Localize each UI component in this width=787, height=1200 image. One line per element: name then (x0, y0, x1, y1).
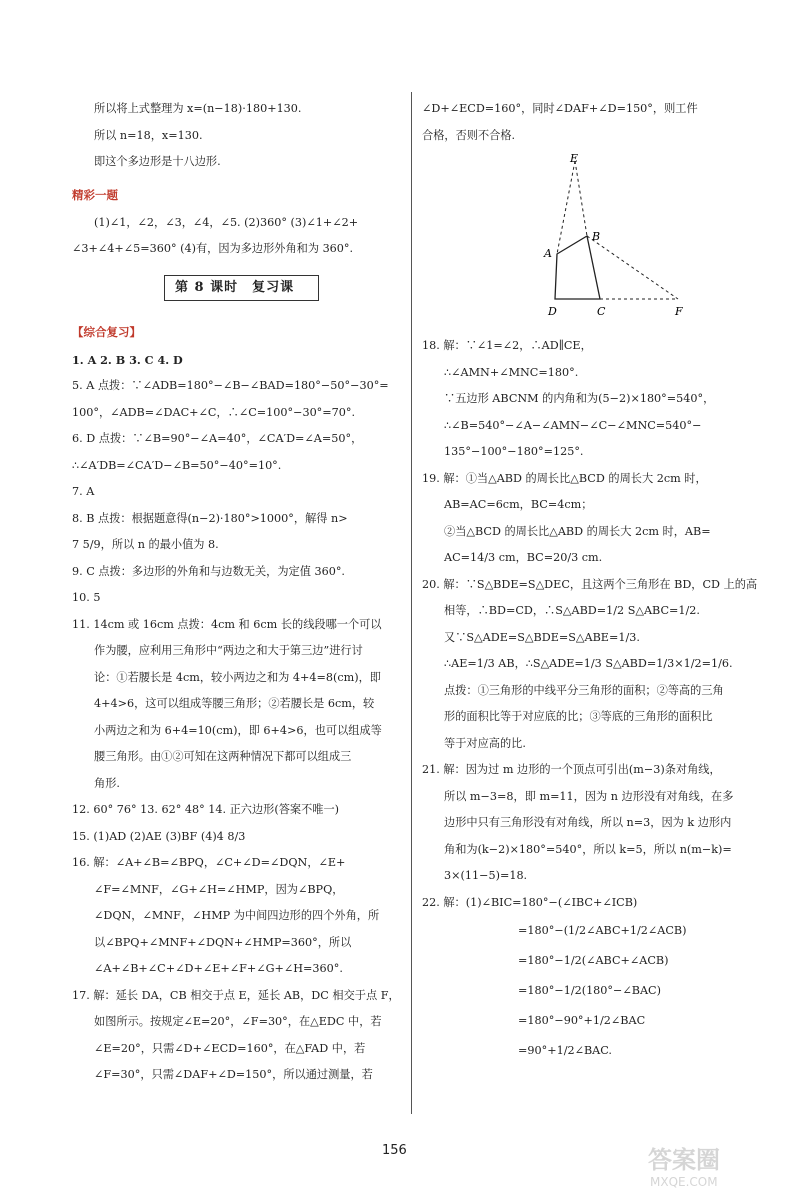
answer-line: 6. D 点拨：∵∠B=90°−∠A=40°，∠CA′D=∠A=50°， (72, 432, 363, 445)
quadrilateral-ABCD (555, 236, 600, 299)
answer-line: ∵五边形 ABCNM 的内角和为(5−2)×180°=540°， (444, 392, 715, 405)
answer-line: 7. A (72, 485, 95, 498)
dashed-line-BF (587, 236, 678, 299)
answer-line: 10. 5 (72, 591, 101, 604)
answer-line: 12. 60° 76° 13. 62° 48° 14. 正六边形(答案不唯一) (72, 803, 340, 816)
label-E: E (570, 153, 579, 165)
svg-text:答案圈: 答案圈 (648, 1146, 720, 1174)
text-line: (1)∠1，∠2，∠3，∠4，∠5. (2)360° (3)∠1+∠2+ (94, 215, 359, 229)
lesson-title (164, 275, 319, 301)
answer-line: ∠A+∠B+∠C+∠D+∠E+∠F+∠G+∠H=360°. (94, 962, 343, 975)
answer-line: 作为腰，应利用三角形中“两边之和大于第三边”进行讨 (94, 644, 363, 657)
answer-line: =90°+1/2∠BAC. (518, 1044, 612, 1057)
answer-line: 以∠BPQ+∠MNF+∠DQN+∠HMP=360°，所以 (94, 935, 352, 949)
text-line: 合格，否则不合格. (422, 128, 516, 142)
dashed-line-EA (557, 161, 575, 254)
label-C: C (597, 305, 606, 318)
label-A: A (544, 247, 552, 260)
answer-line: 4+4>6，这可以组成等腰三角形；②若腰长是 6cm，较 (94, 697, 375, 710)
answer-line: 又∵S△ADE=S△BDE=S△ABE=1/3. (444, 630, 640, 644)
answer-line: ∠E=20°，只需∠D+∠ECD=160°，在△FAD 中，若 (94, 1041, 366, 1055)
left-column (72, 96, 410, 1089)
answer-line: 15. (1)AD (2)AE (3)BF (4)4 8/3 (72, 829, 246, 843)
watermark-logo (646, 1140, 770, 1190)
section-heading-zonghe: 【综合复习】 (72, 324, 141, 339)
answer-line: 边形中只有三角形没有对角线，所以 n=3，因为 k 边形内 (444, 816, 732, 829)
answer-line: 点拨：①三角形的中线平分三角形的面积；②等高的三角 (444, 683, 724, 697)
answer-line: ②当△BCD 的周长比△ABD 的周长大 2cm 时，AB= (444, 524, 711, 538)
answer-line: ∴∠B=540°−∠A−∠AMN−∠C−∠MNC=540°− (444, 418, 702, 432)
answer-line: 所以 m−3=8，即 m=11，因为 n 边形没有对角线，在多 (444, 789, 734, 803)
answer-line: 19. 解：①当△ABD 的周长比△BCD 的周长大 2cm 时， (422, 471, 707, 485)
text-line: ∠3+∠4+∠5=360° (4)有，因为多边形外角和为 360°. (72, 242, 354, 255)
answer-line: 9. C 点拨：多边形的外角和与边数无关，为定值 360°. (72, 564, 345, 578)
label-B: B (592, 230, 601, 243)
answer-line: ∠DQN，∠MNF，∠HMP 为中间四边形的四个外角，所 (94, 909, 380, 922)
geometry-figure (442, 153, 702, 323)
answer-line: 角形. (94, 776, 120, 790)
answer-line: 论：①若腰长是 4cm，较小两边之和为 4+4=8(cm)，即 (94, 670, 381, 684)
lesson-number: 第 8 课时 (175, 279, 239, 295)
answer-line: ∠F=∠MNF，∠G+∠H=∠HMP，因为∠BPQ， (94, 882, 344, 896)
column-divider (411, 92, 412, 1114)
answer-line: ∴∠A′DB=∠CA′D−∠B=50°−40°=10°. (72, 458, 282, 472)
answer-line: 18. 解：∵∠1=∠2，∴AD∥CE， (422, 339, 592, 352)
answer-line: ∴∠AMN+∠MNC=180°. (444, 365, 579, 379)
section-heading-jingxing: 精彩一题 (72, 187, 118, 202)
answer-line: 角和为(k−2)×180°=540°，所以 k=5，所以 n(m−k)= (444, 842, 732, 856)
answer-line: 5. A 点拨：∵∠ADB=180°−∠B−∠BAD=180°−50°−30°= (72, 379, 389, 392)
page-number: 156 (382, 1143, 407, 1158)
answer-line: 21. 解：因为过 m 边形的一个顶点可引出(m−3)条对角线， (422, 763, 721, 776)
answer-line: 如图所示。按规定∠E=20°，∠F=30°，在△EDC 中，若 (94, 1015, 382, 1028)
answer-line: AB=AC=6cm，BC=4cm； (444, 498, 593, 511)
answer-line: AC=14/3 cm，BC=20/3 cm. (444, 551, 603, 564)
answer-line: 11. 14cm 或 16cm 点拨：4cm 和 6cm 长的线段哪一个可以 (72, 617, 382, 631)
answer-line: ∴AE=1/3 AB，∴S△ADE=1/3 S△ABD=1/3×1/2=1/6. (444, 657, 733, 670)
answer-line: ∠F=30°，只需∠DAF+∠D=150°，所以通过测量，若 (94, 1068, 373, 1081)
answer-line: =180°−1/2(∠ABC+∠ACB) (518, 954, 669, 967)
answer-line: 135°−100°−180°=125°. (444, 445, 584, 458)
answer-line: =180°−1/2(180°−∠BAC) (518, 984, 661, 997)
answer-line: 17. 解：延长 DA，CB 相交于点 E，延长 AB，DC 相交于点 F， (72, 988, 400, 1002)
answer-line: =180°−(1/2∠ABC+1/2∠ACB) (518, 924, 687, 937)
answer-line: 3×(11−5)=18. (444, 869, 528, 882)
text-line: 所以 n=18，x=130. (94, 128, 203, 142)
text-line: ∠D+∠ECD=160°，同时∠DAF+∠D=150°，则工件 (422, 102, 698, 115)
answer-line: 22. 解：(1)∠BIC=180°−(∠IBC+∠ICB) (422, 895, 638, 909)
answer-line: =180°−90°+1/2∠BAC (518, 1014, 646, 1027)
answer-line: 16. 解：∠A+∠B=∠BPQ，∠C+∠D=∠DQN，∠E+ (72, 856, 346, 869)
answer-line: 等于对应高的比. (444, 736, 526, 750)
answer-line: 1. A 2. B 3. C 4. D (72, 352, 183, 367)
label-F: F (675, 305, 683, 318)
right-column (422, 96, 774, 1066)
label-D: D (548, 305, 557, 318)
lesson-name: 复习课 (252, 279, 295, 295)
text-line: 所以将上式整理为 x=(n−18)·180+130. (94, 102, 302, 115)
svg-text:MXQE.COM: MXQE.COM (650, 1175, 718, 1189)
text-line: 即这个多边形是十八边形. (94, 155, 221, 168)
dashed-line-EB (575, 161, 587, 236)
answer-line: 20. 解：∵S△BDE=S△DEC，且这两个三角形在 BD，CD 上的高 (422, 577, 758, 591)
answer-line: 形的面积比等于对应底的比；③等底的三角形的面积比 (444, 710, 713, 723)
answer-line: 腰三角形。由①②可知在这两种情况下都可以组成三 (94, 750, 352, 763)
answer-line: 100°，∠ADB=∠DAC+∠C，∴∠C=100°−30°=70°. (72, 405, 356, 419)
answer-line: 8. B 点拨：根据题意得(n−2)·180°>1000°，解得 n> (72, 511, 348, 525)
answer-line: 相等，∴BD=CD，∴S△ABD=1/2 S△ABC=1/2. (444, 604, 700, 617)
answer-line: 小两边之和为 6+4=10(cm)，即 6+4>6，也可以组成等 (94, 723, 382, 737)
answer-line: 7 5/9，所以 n 的最小值为 8. (72, 538, 219, 551)
